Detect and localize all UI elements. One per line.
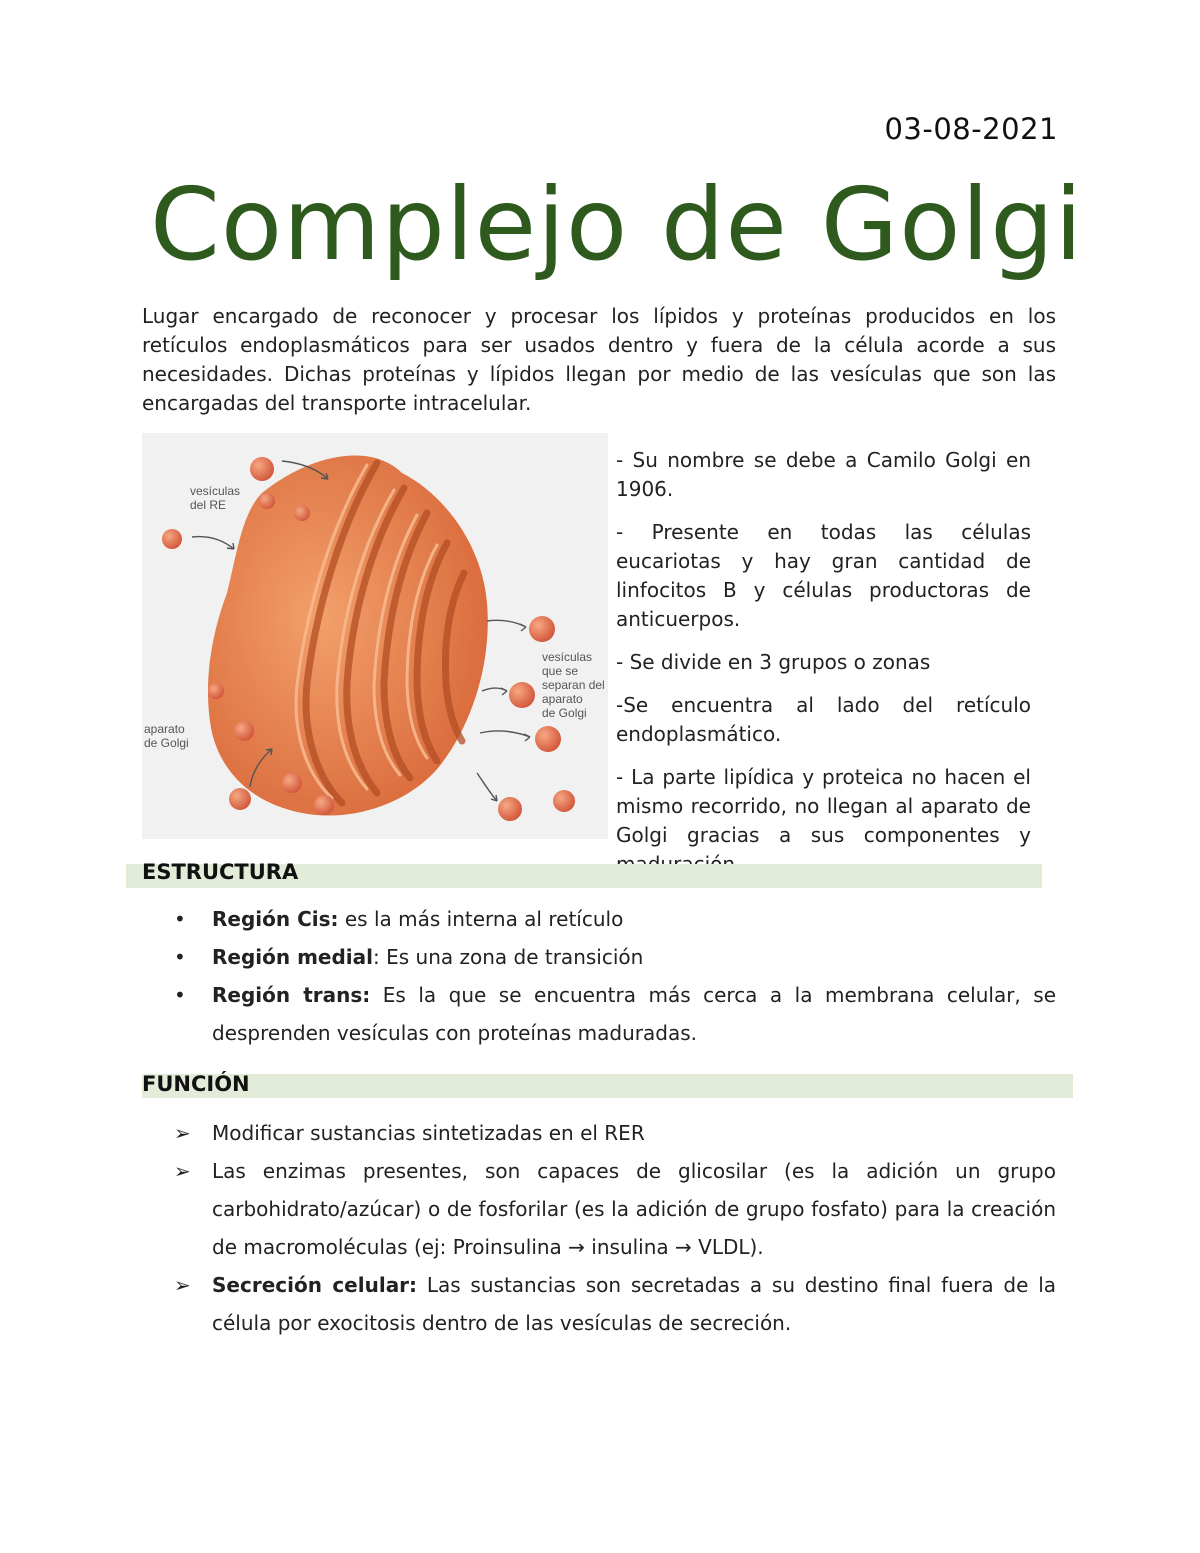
label-vesicles-golgi-line-1: vesículas — [542, 650, 593, 664]
document-date: 03-08-2021 — [884, 112, 1058, 146]
label-apparatus-line-2: de Golgi — [144, 736, 189, 750]
vesicle — [314, 795, 334, 815]
vesicle — [509, 682, 535, 708]
vesicle — [294, 505, 310, 521]
item-term: Región trans: — [212, 983, 371, 1007]
vesicle — [282, 773, 302, 793]
label-apparatus-line-1: aparato — [144, 722, 185, 736]
arrow-bullet-icon: ➢ — [174, 1273, 191, 1297]
arrow-bullet-icon: ➢ — [174, 1159, 191, 1183]
label-vesicles-re-line-1: vesículas — [190, 484, 241, 498]
bullet-icon: • — [174, 907, 186, 931]
estructura-list — [142, 900, 1056, 1052]
intro-paragraph: Lugar encargado de reconocer y procesar los lípidos y proteínas producidos en los retículos endoplasmáticos para ser usados dentro y fuera de la célula acorde a sus necesidades. Dichas proteínas y lípidos llegan por medio de las vesículas que son las encargadas del transporte intracelular. — [142, 304, 1056, 415]
item-term: Región Cis: — [212, 907, 339, 931]
label-vesicles-golgi-line-4: aparato — [542, 692, 583, 706]
vesicle — [259, 493, 275, 509]
label-vesicles-golgi-line-5: de Golgi — [542, 706, 587, 720]
golgi-illustration — [142, 433, 608, 839]
item-text: Es la que se encuentra más cerca a la membrana celular, se desprenden vesículas con proteínas maduradas. — [212, 983, 1056, 1045]
list-item — [142, 1114, 1056, 1152]
bullet-icon: • — [174, 945, 186, 969]
note-item: - Se divide en 3 grupos o zonas — [616, 650, 931, 674]
golgi-diagram — [142, 433, 608, 839]
estructura-heading: ESTRUCTURA — [142, 860, 299, 884]
side-notes — [616, 446, 1031, 893]
bullet-icon: • — [174, 983, 186, 1007]
item-term: Secreción celular: — [212, 1273, 418, 1297]
vesicle — [529, 616, 555, 642]
label-vesicles-golgi-line-3: separan del — [542, 678, 605, 692]
funcion-list — [142, 1114, 1056, 1342]
vesicle — [234, 721, 254, 741]
note-item: -Se encuentra al lado del retículo endoplasmático. — [616, 693, 1031, 746]
list-item — [142, 1152, 1056, 1266]
note-item: - Su nombre se debe a Camilo Golgi en 1906. — [616, 448, 1031, 501]
vesicle — [250, 457, 274, 481]
item-text: : Es una zona de transición — [373, 945, 644, 969]
item-text: Las sustancias son secretadas a su destino final fuera de la célula por exocitosis dentro de las vesículas de secreción. — [212, 1273, 1057, 1335]
item-term: Región medial — [212, 945, 374, 969]
label-vesicles-re-line-2: del RE — [190, 498, 227, 512]
vesicle — [208, 683, 224, 699]
vesicle — [553, 790, 575, 812]
funcion-heading: FUNCIÓN — [142, 1072, 250, 1096]
page-title: Complejo de Golgi — [150, 166, 1084, 283]
vesicle — [498, 797, 522, 821]
arrow-bullet-icon: ➢ — [174, 1121, 191, 1145]
vesicle — [229, 788, 251, 810]
list-item — [142, 938, 1056, 976]
note-item: - La parte lipídica y proteica no hacen el mismo recorrido, no llegan al aparato de Golgi gracias a sus componentes y — [616, 765, 1031, 847]
item-text: es la más interna al retículo — [338, 907, 624, 931]
item-text: Las enzimas presentes, son capaces de glicosilar (es la adición un grupo carbohidrato/azúcar) o de fosforilar (es la adición de grupo fosfato) para la creación de macromoléculas (ej: Proinsulina → insulina → VLDL). — [212, 1159, 1056, 1259]
funcion-heading-bar — [142, 1074, 1073, 1098]
list-item — [142, 900, 1056, 938]
list-item — [142, 976, 1056, 1052]
vesicle — [535, 726, 561, 752]
list-item — [142, 1266, 1056, 1342]
note-item: - Presente en todas las células eucariotas y hay gran cantidad de linfocitos B y células productoras de anticuerpos. — [616, 520, 1031, 631]
item-text: Modificar sustancias sintetizadas en el RER — [212, 1121, 645, 1145]
vesicle — [162, 529, 182, 549]
label-vesicles-golgi-line-2: que se — [542, 664, 579, 678]
